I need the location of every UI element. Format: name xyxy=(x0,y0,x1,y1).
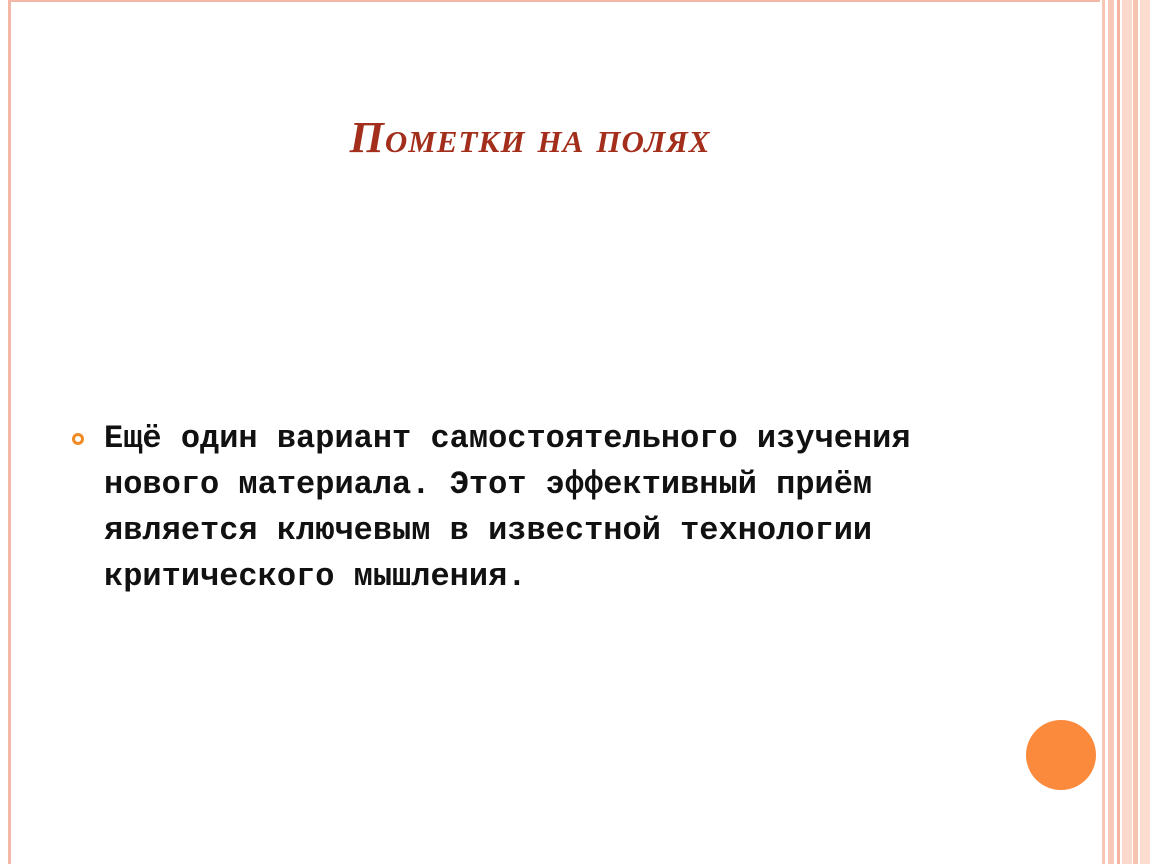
stripe xyxy=(1102,0,1105,864)
stripe xyxy=(1122,0,1132,864)
hollow-circle-bullet-icon xyxy=(72,433,84,445)
bullet-text: Ещё один вариант самостоятельного изучения нового материала. Этот эффективный приём является ключевым в известной технологии критического мышления. xyxy=(104,420,911,595)
top-border-line xyxy=(8,0,1100,2)
stripe xyxy=(1108,0,1114,864)
stripe xyxy=(1117,0,1120,864)
stripe xyxy=(1133,0,1138,864)
right-decorative-stripes xyxy=(1100,0,1150,864)
orange-circle-decoration xyxy=(1026,720,1096,790)
slide-title: Пометки на полях xyxy=(349,113,711,162)
stripe xyxy=(1140,0,1150,864)
